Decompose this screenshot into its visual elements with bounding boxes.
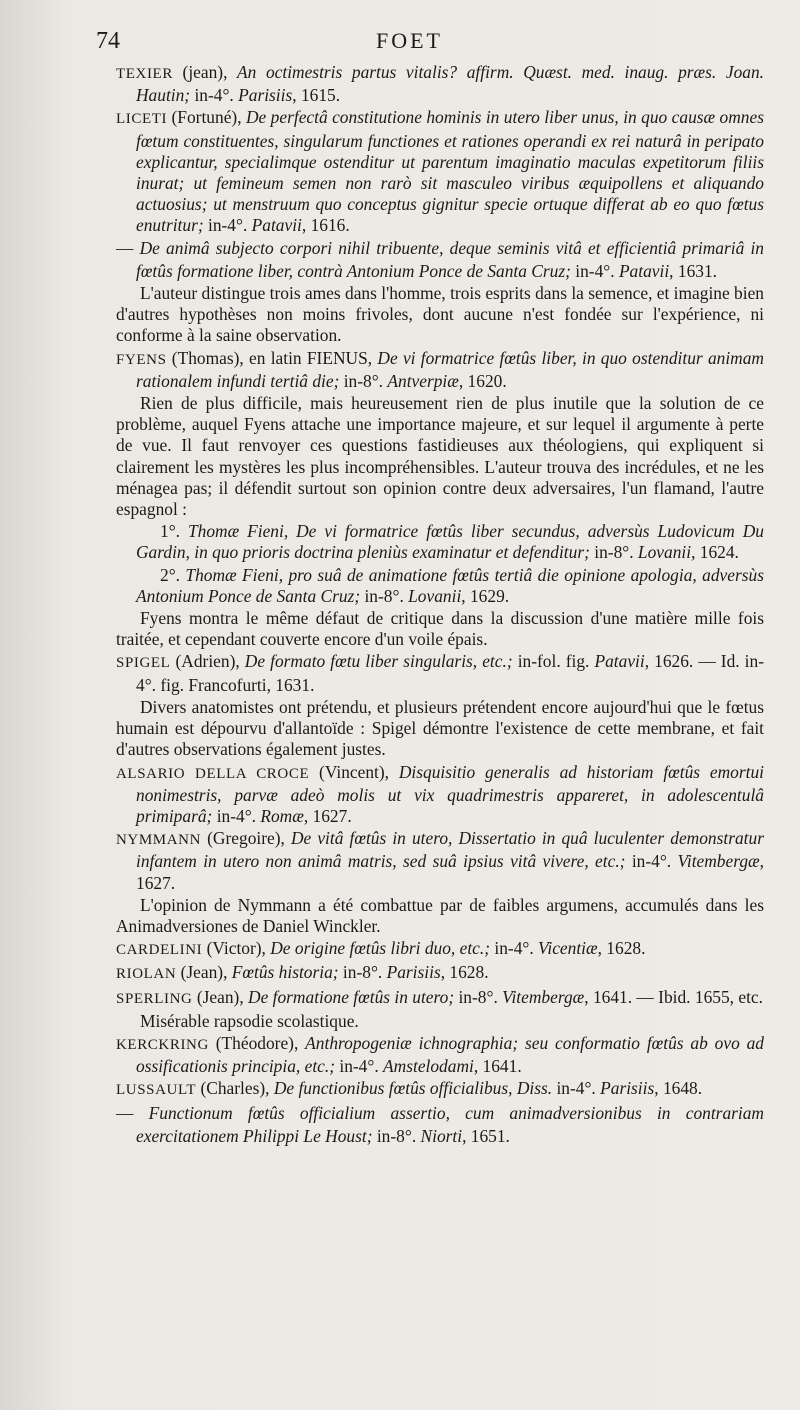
entry-author: ALSARIO DELLA CROCE — [116, 765, 310, 782]
entry-place: Vitembergæ — [502, 986, 585, 1007]
entry-date: , 1631. — [669, 260, 717, 281]
entry-title: De perfectâ constitutione hominis in utero liber unus, in quo causæ omnes fœtum constituentes, singularum functiones et rationes operandi ex rei naturâ in peripato explicantur, specialimque ostenditur ut parentum imaginatio maculas expetitorum filiis inurat; ut femineum semen non rarò sit masculeo viribus æquipollens et aliquando actuosius; ut menstruum quo conceptus gignitur specie ortuque differat ab eo quo fœtus enutritur; — [136, 107, 764, 236]
entry-date: , 1627. — [136, 851, 764, 893]
entry-format: in-8°. — [589, 542, 638, 563]
entry-author-detail: (Fortuné), — [167, 107, 246, 128]
bibliography-entry — [116, 962, 764, 985]
entry-title: Fœtûs historia; — [231, 962, 339, 983]
entry-author: NYMMANN — [116, 832, 202, 849]
entry-place: Lovanii — [637, 542, 692, 563]
entry-commentary: L'opinion de Nymmann a été combattue par de faibles argumens, accumulés dans les Animadversiones de Daniel Winckler. — [116, 894, 764, 936]
entry-format: in-8°. — [360, 585, 409, 606]
entry-author: SPIGEL — [116, 655, 171, 672]
bibliography-entry — [116, 987, 764, 1010]
entry-place: Parisiis — [238, 85, 293, 106]
entry-title: Anthropogeniæ ichnographia; seu conformatio fœtûs ab ovo ad ossificationis principia, etc.; — [136, 1032, 764, 1077]
entry-author-detail: (Adrien), — [170, 651, 245, 672]
entry-date: , 1624. — [691, 542, 739, 563]
entry-date: , 1628. — [440, 962, 489, 983]
entry-date: , 1615. — [292, 85, 341, 106]
entry-author: LICETI — [116, 111, 168, 128]
entry-date: , 1626. — Id. in-4°. fig. Francofurti, 1631. — [136, 651, 764, 695]
entry-date: , 1620. — [458, 370, 507, 391]
entry-commentary: L'auteur distingue trois ames dans l'homme, trois esprits dans la semence, et imagine bien d'autres hypothèses non moins frivoles, dont aucune n'est fondée sur l'expérience, ni conforme à la saine observation. — [116, 283, 764, 346]
entry-author: KERCKRING — [116, 1036, 209, 1053]
entry-format: in-4°. — [625, 851, 678, 872]
entry-format: in-8°. — [372, 1125, 421, 1146]
entry-author-detail: — — [116, 1102, 149, 1123]
entry-title: De vi formatrice fœtûs liber, in quo ostenditur animam rationalem infundi tertiâ die; — [136, 347, 764, 391]
entry-title: Disquisitio generalis ad historiam fœtûs emortui nonimestris, parvæ adeò molis ut vix quadrimestris appareret, in adolescentulâ primiparâ; — [136, 761, 764, 826]
sub-entry — [116, 565, 764, 607]
entry-author: LUSSAULT — [116, 1082, 197, 1099]
entry-place: Lovanii — [408, 585, 462, 606]
entry-place: Patavii — [618, 260, 670, 281]
page-number: 74 — [96, 28, 120, 54]
entry-date: , 1648. — [654, 1078, 703, 1099]
sub-entry-number: 1°. — [160, 521, 188, 542]
entry-place: Patavii — [251, 215, 302, 236]
bibliography-entries — [116, 62, 764, 1147]
bibliography-entry — [116, 938, 764, 961]
entry-format: in-4°. — [552, 1078, 601, 1099]
entry-format: in-4°. — [203, 215, 252, 236]
entry-title: Thomæ Fieni, De vi formatrice fœtûs liber secundus, adversùs Ludovicum Du Gardin, in quo prioris doctrina pleniùs examinatur et defenditur; — [136, 521, 764, 563]
entry-commentary: Misérable rapsodie scolastique. — [140, 1010, 359, 1031]
entry-author: RIOLAN — [116, 966, 177, 983]
entry-commentary: Rien de plus difficile, mais heureusement rien de plus inutile que la solution de ce problème, auquel Fyens attache une importance majeure, et sur lequel il argumente à perte de vue. Il faut renvoyer ces questions fastidieuses aux théologiens, qui expliquent si clairement les mystères les plus incompréhensibles. L'auteur trouva des incrédules, et ne les ménagea pas; il défendit surtout son opinion contre deux adversaires, l'un flamand, l'autre espagnol : — [116, 393, 764, 520]
entry-date: , 1628. — [597, 938, 646, 959]
entry-format: in-8°. — [338, 962, 387, 983]
entry-author-detail: (jean), — [172, 62, 238, 82]
entry-title: De functionibus fœtûs officialibus, Diss. — [273, 1078, 553, 1099]
bibliography-entry — [116, 828, 764, 894]
entry-title: De formatione fœtûs in utero; — [248, 986, 455, 1007]
entry-title: De animâ subjecto corpori nihil tribuente, deque seminis vitâ et efficientiâ primariâ in fœtûs formatione liber, contrà Antonium Ponce de Santa Cruz; — [136, 237, 764, 281]
entry-author-detail: (Charles), — [196, 1078, 274, 1099]
entry-commentary: Fyens montra le même défaut de critique dans la discussion d'une matière mille fois traitée, et cependant couverte encore d'un voile épais. — [116, 608, 764, 650]
entry-author-detail: (Jean), — [176, 962, 232, 983]
bibliography-entry — [116, 1033, 764, 1077]
entry-commentary: Divers anatomistes ont prétendu, et plusieurs prétendent encore aujourd'hui que le fœtus humain est dépourvu d'allantoïde : Spigel démontre l'existence de cette membrane, et fait d'autres observations également justes. — [116, 696, 764, 760]
bibliography-entry — [116, 238, 764, 282]
entry-place: Parisiis — [600, 1078, 655, 1099]
entry-title: De origine fœtûs libri duo, etc.; — [270, 938, 491, 959]
page-header — [96, 28, 764, 62]
entry-format: in-4°. — [190, 85, 239, 106]
entry-format: in-fol. fig. — [512, 651, 595, 672]
entry-place: Antverpiæ — [387, 370, 459, 391]
bibliography-entry — [116, 348, 764, 392]
entry-format: in-4°. — [490, 938, 539, 959]
entry-title: Thomæ Fieni, pro suâ de animatione fœtûs tertiâ die opinione apologia, adversùs Antonium Ponce de Santa Cruz; — [136, 564, 764, 606]
entry-place: Vitembergæ — [677, 851, 760, 872]
sub-entry-number: 2°. — [160, 564, 186, 585]
entry-format: in-4°. — [335, 1056, 384, 1077]
entry-date: , 1641. — [473, 1056, 522, 1077]
entry-author: SPERLING — [116, 990, 193, 1007]
entry-title: De formato fœtu liber singularis, etc.; — [244, 651, 513, 672]
entry-title: Functionum fœtûs officialium assertio, cum animadversionibus in contrariam exercitationem Philippi Le Houst; — [136, 1102, 764, 1146]
entry-author: CARDELINI — [116, 942, 203, 959]
entry-author-detail: (Victor), — [202, 938, 271, 959]
entry-place: Amstelodami — [383, 1056, 474, 1077]
entry-author-detail: (Vincent), — [309, 761, 399, 782]
entry-date: , 1627. — [303, 805, 352, 826]
bibliography-entry — [116, 1103, 764, 1147]
entry-date: , 1629. — [461, 585, 510, 606]
sub-entry — [116, 521, 764, 563]
entry-date: , 1651. — [462, 1125, 510, 1146]
entry-date: , 1641. — Ibid. 1655, etc. — [584, 986, 763, 1007]
entry-place: Patavii — [594, 651, 645, 672]
entry-author: FYENS — [116, 351, 167, 368]
bibliography-entry — [116, 762, 764, 828]
entry-place: Niorti — [420, 1125, 463, 1146]
entry-format: in-8°. — [339, 370, 388, 391]
bibliography-entry — [116, 1078, 764, 1101]
entry-place: Vicentiæ — [538, 938, 598, 959]
entry-author-detail: (Gregoire), — [201, 828, 291, 849]
running-head: FOET — [376, 28, 443, 53]
bibliography-entry — [116, 651, 764, 695]
entry-title: De vitâ fœtûs in utero, Dissertatio in quâ luculenter demonstratur infantem in utero non animâ matris, sed suâ ipsius vitâ vivere, etc.; — [136, 828, 764, 872]
entry-author-detail: (Thomas), en latin FIENUS, — [166, 347, 378, 368]
entry-author-detail: (Jean), — [192, 986, 249, 1007]
entry-format: in-4°. — [570, 260, 619, 281]
entry-date: , 1616. — [301, 215, 350, 236]
entry-format: in-8°. — [454, 986, 503, 1007]
entry-title: An octimestris partus vitalis? affirm. Quæst. med. inaug. præs. Joan. Hautin; — [136, 62, 765, 106]
entry-author: TEXIER — [116, 66, 173, 82]
entry-author-detail: (Théodore), — [208, 1032, 306, 1053]
entry-author-detail: — — [116, 237, 140, 258]
bibliography-entry — [116, 62, 764, 106]
entry-place: Romæ — [260, 805, 304, 826]
bibliography-entry — [116, 107, 764, 236]
entry-format: in-4°. — [212, 805, 261, 826]
entry-place: Parisiis — [386, 962, 441, 983]
